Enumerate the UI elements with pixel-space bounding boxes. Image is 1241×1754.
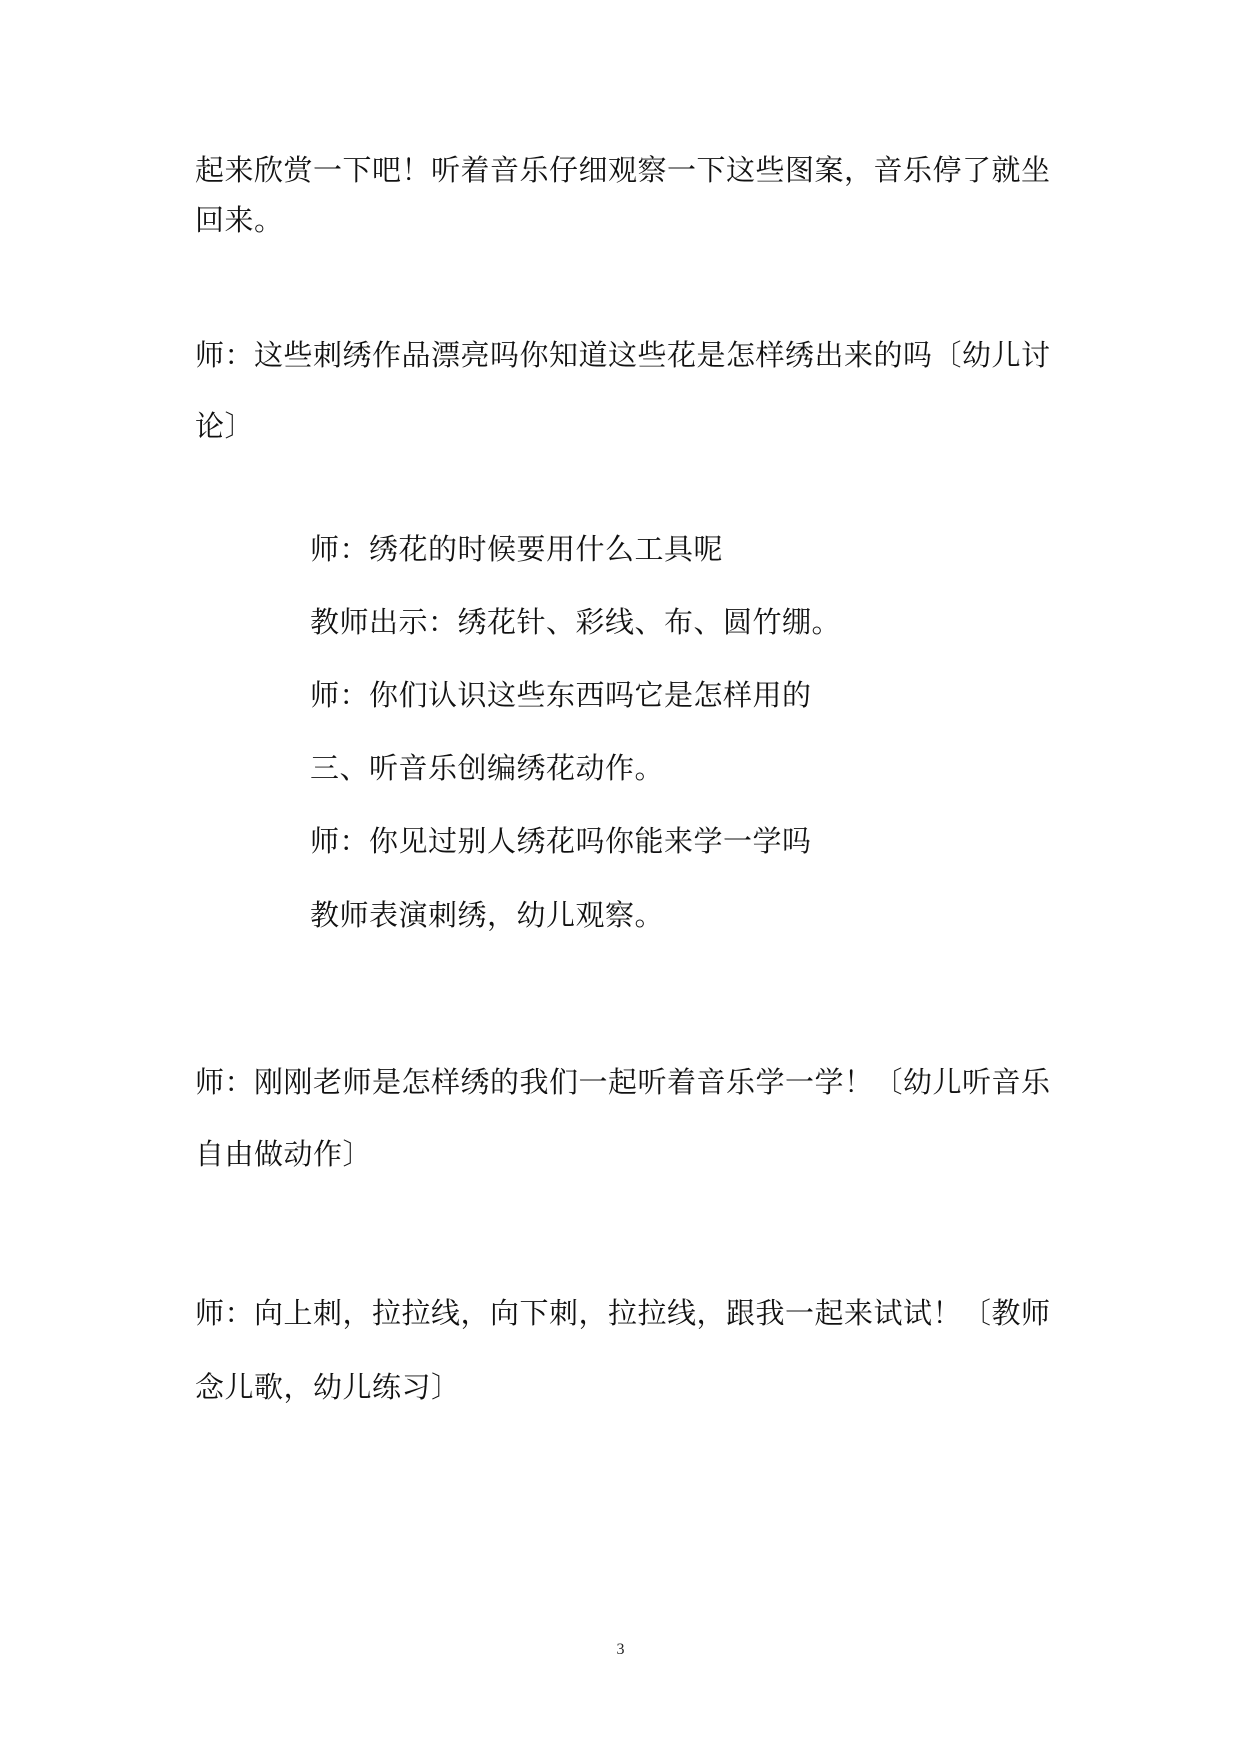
paragraph-line: 论〕 — [195, 409, 255, 443]
indented-line: 师：绣花的时候要用什么工具呢 — [310, 532, 724, 566]
paragraph-line: 回来。 — [195, 203, 284, 237]
paragraph-line: 自由做动作〕 — [195, 1137, 373, 1171]
indented-line: 教师出示：绣花针、彩线、布、圆竹绷。 — [310, 605, 842, 639]
indented-line: 师：你们认识这些东西吗它是怎样用的 — [310, 678, 812, 712]
paragraph-line: 师：这些刺绣作品漂亮吗你知道这些花是怎样绣出来的吗〔幼儿讨 — [195, 338, 1051, 372]
indented-line: 三、听音乐创编绣花动作。 — [310, 751, 665, 785]
indented-line: 教师表演刺绣，幼儿观察。 — [310, 898, 665, 932]
paragraph-line: 师：向上刺，拉拉线，向下刺，拉拉线，跟我一起来试试！〔教师 — [195, 1296, 1051, 1330]
paragraph-line: 起来欣赏一下吧！听着音乐仔细观察一下这些图案，音乐停了就坐 — [195, 153, 1051, 187]
page-number: 3 — [616, 1641, 625, 1658]
paragraph-line: 师：刚刚老师是怎样绣的我们一起听着音乐学一学！〔幼儿听音乐 — [195, 1065, 1051, 1099]
paragraph-line: 念儿歌，幼儿练习〕 — [195, 1370, 461, 1404]
indented-line: 师：你见过别人绣花吗你能来学一学吗 — [310, 824, 812, 858]
